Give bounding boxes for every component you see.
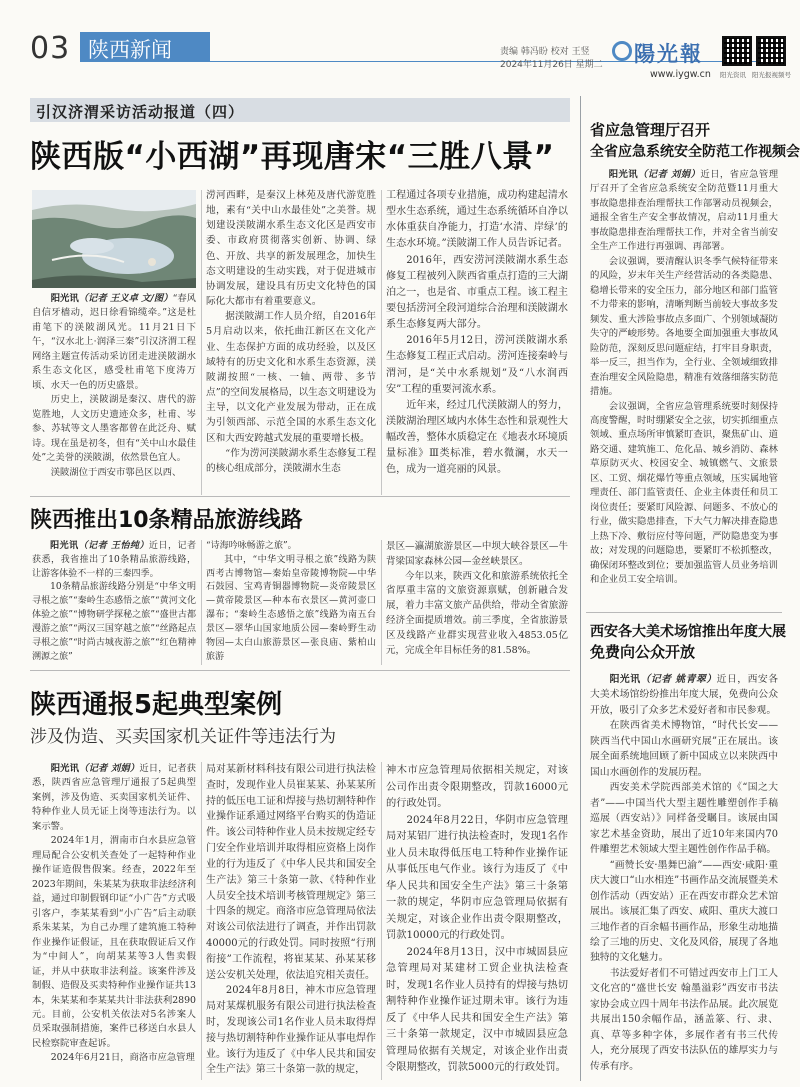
article1-column-3 [386,188,568,479]
column-divider [201,762,202,1080]
section-tab [80,32,210,62]
byline: 阳光讯 [50,541,79,551]
article3-column-2 [206,762,376,1078]
article3-column-1 [32,762,196,1066]
paragraph: 书法爱好者们不可错过西安市上门工人文化宫的“盛世长安 翰墨溢彩”西安市书法家协会成立四十周年书法作品展。此次展览共展出150余幅作品，涵盖篆、行、隶、真、草等多种字体，多展作者有书三代传人，充分展现了西安书法队伍的雄厚实力与传承有序。 [590,967,778,1072]
logo-text: 陽光報 [634,41,703,66]
byline-author: （记者 王义卓 文/图） [78,293,173,304]
paragraph: “作为涝河渼陂湖水系生态修复工程的核心组成部分，渼陂湖水生态 [206,447,376,474]
paragraph: 2024年6月21日，商洛市应急管理 [50,1052,195,1064]
qr-label: 阳光资讯 [720,71,746,79]
paragraph: 2024年8月22日，华阴市应急管理局对某铝厂进行执法检查时，发现1名作业人员未取得低压电工特种作业操作证从事低压电气作业。该行为违反了《中华人民共和国安全生产法》第三十条第一款的规定，华阴市应急管理局依据有关规定，对该企业作出责令限期整改，罚款10000元的行政处罚。 [386,813,568,941]
paragraph: 2016年5月12日，涝河渼陂湖水系生态修复工程正式启动。涝河连接秦岭与渭河，是“关中水系规划”及“八水润西安”工程的重要河流水系。 [386,335,568,395]
article1-column-1 [32,292,196,480]
article2-column-3 [386,540,568,659]
column-divider [201,540,202,665]
paragraph: 神木市应急管理局依据相关规定，对该公司作出责令限期整改，罚款16000元的行政处罚。 [386,764,568,809]
byline-author: （记者 姚青翠） [640,674,717,685]
paragraph: 工程通过各项专业措施，成功构建起清水型水生态系统，通过生态系统循环自净以水体重获自净能力，打造‘水清、岸绿’的生态水环境。”渼陂湖工作人员告诉记者。 [386,190,568,250]
sun-icon [612,41,632,61]
sidebar-divider [580,96,581,1081]
sidebar1-body [590,168,778,588]
column-divider [381,540,382,665]
sidebar1-title-line: 全省应急系统安全防范工作视频会 [590,143,800,160]
byline-author: （记者 王怡纯） [78,541,149,551]
paragraph: 近日，记者获悉，我省推出了10条精品旅游线路，让游客体验不一样的三秦四季。 [32,541,197,579]
paragraph: “画赞长安·墨舞巴渝”——西安·咸阳·重庆大渡口“山水相连”书画作品交流展暨美术创作活动（西安站）正在西安市群众艺术馆展出。该展汇集了西安、咸阳、重庆大渡口三地作者的百余幅书画作品，形象生动地描绘了三地的历史、文化及风俗，展现了各地独特的文化魅力。 [590,859,778,964]
issue-date: 2024年11月26日 星期二 [500,60,603,70]
byline-author: （记者 刘娟） [79,763,140,774]
paragraph: 近年来，经过几代渼陂湖人的努力，渼陂湖治理区域内水体生态性和景观性大幅改善，整体水质稳定在《地表水环境质量标准》Ⅲ类标准，碧水微澜，水天一色，成为一道亮丽的风景。 [386,399,568,476]
sidebar2-body [590,672,778,1074]
editors: 责编 韩冯盼 校对 王竖 [500,47,590,57]
byline: 阳光讯 [608,169,638,180]
paragraph: 今年以来，陕西文化和旅游系统依托全省厚重丰富的文旅资源禀赋，创新融合发展，着力丰富文旅产品供给，带动全省旅游经济全面提质增效。前三季度，全省旅游景区及线路产业群实现营业收入4853.05亿元，完成全年目标任务的81.58%。 [386,570,568,656]
sidebar-section-divider [586,612,782,613]
section-divider [30,496,570,497]
paragraph: 会议强调，要清醒认识冬季气候特征带来的风险，岁末年关生产经营活动的各类隐患、稳增长带来的安全压力，部分地区和部门监管不力带来的影响，清晰判断当前较大事故多发频发、重大涉险事故点多面广、个别领域凝防失守的严峻形势。各地要全面加强重大事故风险防范，深刻反思问题症结，打牢目身职责，举一反三，担当作为，全行业、全领域细致排查治理安全风险隐患，精准有效落细落实防范措施。 [590,255,778,398]
article2-column-1 [32,540,196,664]
paragraph: 历史上，渼陂湖是秦汉、唐代的游览胜地，人文历史遗迹众多，杜甫、岑参、苏轼等文人墨客都曾在此泛舟、赋诗。现在虽是初冬，但有“关中山水最佳处”之美誉的渼陂湖，依然景色宜人。 [32,394,196,464]
article2-headline: 陕西推出10条精品旅游线路 [30,508,303,533]
paragraph: 2024年8月13日，汉中市城固县应急管理局对某建材工贸企业执法检查时，发现1名作业人员持有的焊接与热切割特种作业操作证过期未审。该行为违反了《中华人民共和国安全生产法》第三十条第一款规定，汉中市城固县应急管理局依据有关规定，对该企业作出责令限期整改，罚款5000元的行政处罚。 [386,945,568,1073]
article1-photo [32,190,196,288]
article2-column-2 [206,540,376,664]
section-label: 陕西新闻 [88,38,172,62]
paragraph: 其中，“中华文明寻根之旅”线路为陕西考古博物馆—秦始皇帝陵博物院—中华石鼓园、宝鸡青铜器博物院—炎帝陵景区—黄帝陵景区—种本布衣景区—黄河壶口瀑布；“秦岭生态感悟之旅”线路为南五台景区—翠华山国家地质公园—秦岭野生动物园—太白山旅游景区—张良庙、紫柏山旅游 [206,554,376,662]
column-divider [381,762,382,1080]
paragraph: 涝河西畔，是秦汉上林苑及唐代游览胜地，素有“关中山水最佳处”之美誉。规划建设渼陂湖水系生态文化区是西安市委、市政府贯彻落实创新、协调、绿色、开放、共享的新发展理念，加快生态文明建设的生动实践，对于促进城市协调发展，建设具有历史文化特色的国际化大都市有着重要意义。 [206,190,376,308]
sidebar2-title [590,622,784,664]
paragraph: 据渼陂湖工作人员介绍，自2016年5月启动以来，依托曲江新区在文化产业、生态保护方面的成功经验，以及区域特有的历史文化和水系生态资源，渼陂湖按照“一核、一轴、两带、多节点”的空间发展格局，以生态文明建设为主导，以文化产业发展为带动，正在成为引领西部、示范全国的水系生态文化区和大西安跨越式发展的重要增长极。 [206,311,376,444]
page-number: 03 [30,31,71,66]
series-tag [30,98,570,122]
byline: 阳光讯 [50,293,79,304]
paragraph: 10条精品旅游线路分别是“中华文明寻根之旅”“秦岭生态感悟之旅”“黄河文化体验之旅”“博物研学探秘之旅”“盛世古都漫游之旅”“两汉三国穿越之旅”“丝路起点寻根之旅”“时尚古城夜游之旅”“红色精神溯源之旅” [32,582,196,662]
paragraph: “诗海吟咏畅游之旅”。 [206,541,297,551]
paragraph: 会议强调，全省应急管理系统要时刻保持高度警醒，时时绷紧安全之弦，切实抓细重点领域、重点场所审慎紧盯查识，聚焦矿山、道路交通、建筑施工、危化品、城乡消防、森林草原防灭火、校园安全、城镇燃气、文旅景区、工贸、烟花爆竹等重点领域，压实属地管理责任、部门监管责任、企业主体责任和员工岗位责任；要紧盯风险源、问题多、不放心的行业，做实隐患排查，下大气力解决排查隐患上热下冷、敷衍应付等问题，严防隐患变为事故；对发现的问题隐患，要紧盯不松抓整改，确保闭环整改到位；要加强监管人员业务培训和企业员工安全培训。 [590,400,778,586]
paragraph: 近日，记者获悉，陕西省应急管理厅通报了5起典型案例，涉及伪造、买卖国家机关证件、特种作业人员无证上岗等违法行为。以案示警。 [32,763,197,832]
paragraph: 渼陂湖位于西安市鄠邑区以西、 [50,466,182,478]
newspaper-logo [612,38,716,68]
byline: 阳光讯 [609,674,641,685]
qr-code-icon[interactable] [722,36,752,66]
page-header [0,0,800,86]
column-divider [201,190,202,495]
column-divider [381,190,382,495]
article3-headline: 陕西通报5起典型案例 [30,690,283,720]
article1-headline: 陕西版“小西湖”再现唐宋“三胜八景” [30,139,555,175]
byline-author: （记者 刘娟） [638,169,701,180]
paragraph: 局对某新材料科技有限公司进行执法检查时，发现作业人员崔某某、孙某某所持的低压电工证和焊接与热切割特种作业操作证系通过网络平台购买的伪造证件。该公司特种作业人员未按规定经专门安全作业培训并取得相应资格上岗作业的行为违反了《中华人民共和国安全生产法》第三十条第一款、《特种作业人员安全技术培训考核管理规定》第三十四条的规定。商洛市应急管理局依法对该公司依法进行了调查，并作出罚款40000元的行政处罚。同时按照“行刑衔接”工作流程，将崔某某、孙某某移送公安机关处理，依法追究相关责任。 [206,764,376,981]
paragraph: 近日，西安各大美术场馆纷纷推出年度大展，免费向公众开放，吸引了众多艺术爱好者和市民参观。 [590,674,778,716]
article3-column-3 [386,762,568,1076]
sidebar1-title [590,120,800,162]
section-divider [30,670,570,671]
paragraph: 西安美术学院西部美术馆的《“国之大者”——中国当代大型主题性雕塑创作手稿巡展（西安站）》同样备受瞩目。该展由国家艺术基金资助，展出了近10年来国内70件雕塑艺术领域大型主题性创作作品手稿。 [590,782,778,856]
paragraph: 2024年1月，渭南市白水县应急管理局配合公安机关查处了一起特种作业操作证造假售假案。经查，2022年至2023年期间，朱某某为获取非法经济利益，通过印制假钢印证“小广告”方式吸引客户，李某某看到“小广告”后主动联系朱某某，为自己办理了建筑施工特种作业操作证假证，且在获取假证后又作为“中间人”，向胡某某等3人售卖假证，并从中获取非法利益。该案件涉及制假、造假及买卖特种作业操作证共13本，朱某某和李某某共计非法获利2890元。目前，公安机关依法对5名涉案人员采取强制措施，案件已移送白水县人民检察院审查起诉。 [32,835,196,1049]
paragraph: 2016年，西安涝河渼陂湖水系生态修复工程被列入陕西省重点打造的三大湖泊之一，也是省、市重点工程。该工程主要包括涝河全段河道综合治理和渼陂湖水系生态修复两大部分。 [386,254,568,331]
paragraph: 在陕西省美术博物馆，“时代长安——陕西当代中国山水画研究展”正在展出。该展全面系统地回顾了新中国成立以来陕西中国山水画创作的发展历程。 [590,720,778,778]
site-url: www.iygw.cn [650,69,711,80]
article3-subhead: 涉及伪造、买卖国家机关证件等违法行为 [30,727,336,747]
sidebar2-title-line: 免费向公众开放 [590,643,696,662]
paragraph: 近日，省应急管理厅召开了全省应急系统安全防范暨11月重大事故隐患排查治理帮扶工作部署动员视频会，通报全省生产安全事故情况，启动11月重大事故隐患排查治理帮扶工作，并对全省当前安全生产工作进行再强调、再部署。 [590,169,779,253]
qr-label: 阳光报视频号 [752,71,791,79]
byline: 阳光讯 [50,763,80,774]
paragraph: 景区—瀛湖旅游景区—中坝大峡谷景区—牛背梁国家森林公园—金丝峡景区。 [386,541,568,567]
sidebar2-title-line: 西安各大美术场馆推出年度大展 [590,624,786,640]
series-tag-label: 引汉济渭采访活动报道（四） [36,103,245,121]
lake-landscape-image [32,190,196,288]
sidebar1-title-line: 省应急管理厅召开 [590,121,711,139]
paragraph: “春风自信牙樯动，迟日徐看锦缆牵。”这是杜甫笔下的渼陂湖风光。11月21日下午，“汉水北上·润泽三秦”引汉济渭工程网络主题宣传活动采访团走进渼陂湖水系生态文化区，感受杜甫笔下度涛万顷、水天一色的历史盛景。 [32,293,197,391]
article1-column-2 [206,188,376,476]
paragraph: 2024年8月8日，神木市应急管理局对某煤机服务有限公司进行执法检查时，发现该公司1名作业人员未取得焊接与热切割特种作业操作证从事电焊作业。该行为违反了《中华人民共和国安全生产法》第三十条第一款的规定， [206,985,376,1076]
qr-code-icon[interactable] [756,36,786,66]
